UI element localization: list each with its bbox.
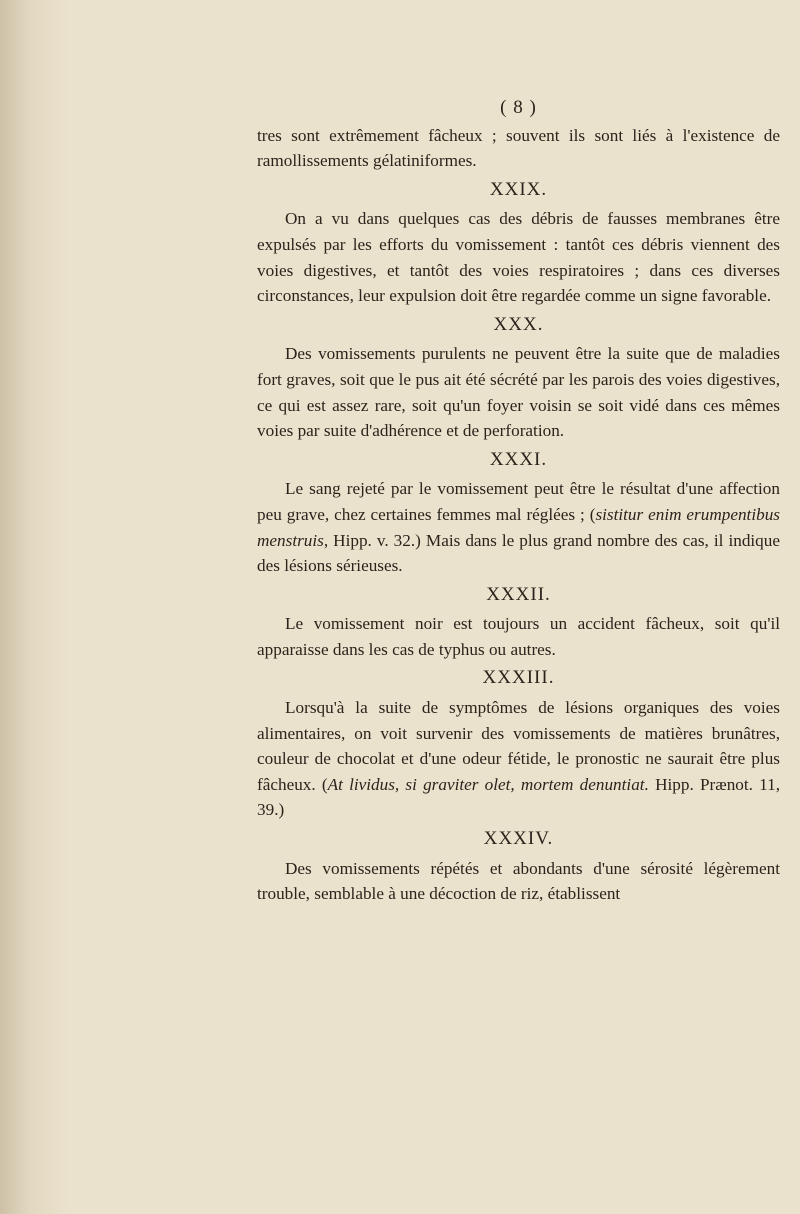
latin-quote: At lividus, si graviter olet, mortem denuntiat. [327,774,649,794]
page-number: ( 8 ) [500,97,537,118]
section-heading-xxix: XXIX. [489,178,548,200]
section-paragraph-xxxi [257,476,780,578]
latin-quote: sistitur enim erumpentibus menstruis [257,504,780,550]
section-heading-xxxiii: XXXIII. [482,667,555,689]
section-heading-xxxii: XXXII. [486,583,551,605]
section-heading-xxxiv: XXXIV. [483,828,554,850]
section-paragraph-xxix: On a vu dans quelques cas des débris de fausses membranes être expulsés par les efforts du vomissement : tantôt ces débris viennent des voies digestives, et tantôt des voies respiratoires ; dans ces diverses circonstances, leur expulsion doit être regardée comme un signe favorable. [257,209,780,306]
section-paragraph-xxxii: Le vomissement noir est toujours un accident fâcheux, soit qu'il apparaisse dans les cas de typhus ou autres. [257,614,780,659]
intro-paragraph: tres sont extrêmement fâcheux ; souvent ils sont liés à l'existence de ramollissements gélatiniformes. [257,125,780,171]
paragraph-text: , Hipp. v. 32.) Mais dans le plus grand nombre des cas, il indique des lésions sérieuses. [257,530,780,576]
section-paragraph-xxxiv: Des vomissements répétés et abondants d'une sérosité légèrement trouble, semblable à une décoction de riz, établissent [257,858,780,904]
section-heading-xxx: XXX. [493,313,544,335]
paragraph-text: Le sang rejeté par le vomissement peut être le résultat d'une affection peu grave, chez certaines femmes mal réglées ; ( [257,479,780,524]
paragraph-text: Hipp. Prænot. 11, 39.) [257,774,780,820]
section-heading-xxxi: XXXI. [489,448,548,470]
section-paragraph-xxxiii [257,695,780,823]
section-paragraph-xxx: Des vomissements purulents ne peuvent être la suite que de maladies fort graves, soit que le pus ait été sécrété par les parois des voies digestives, ce qui est assez rare, soit qu'un foyer voisin se soit vidé dans ces mêmes voies par suite d'adhérence et de perforation. [257,344,780,441]
page-text [257,95,780,907]
paragraph-text: Lorsqu'à la suite de symptômes de lésions organiques des voies alimentaires, on voit survenir des vomissements de matières brunâtres, couleur de chocolat et d'une odeur fétide, le pronostic ne saurait être plus fâcheux. ( [257,698,780,794]
